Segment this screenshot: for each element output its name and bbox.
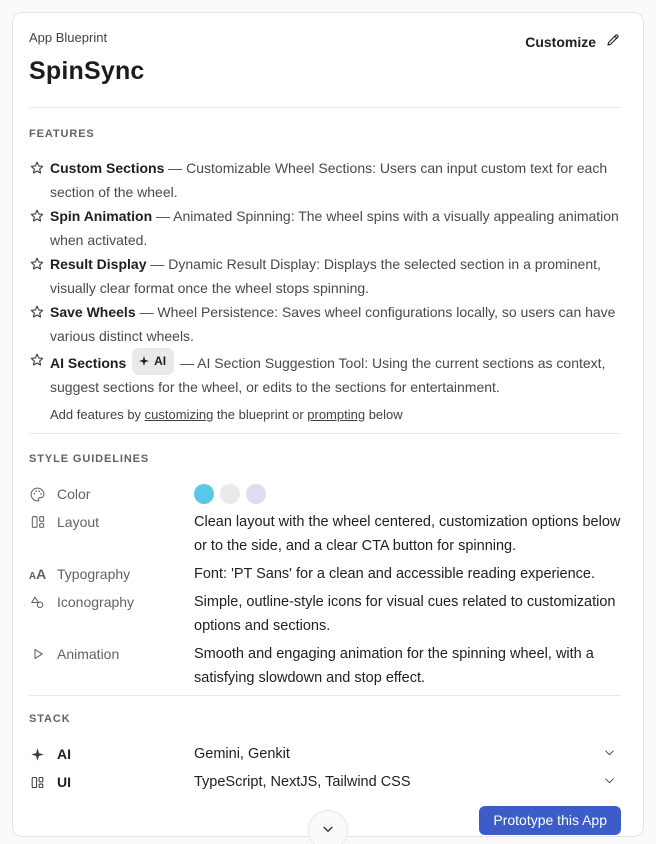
customizing-link[interactable]: customizing xyxy=(144,407,214,422)
star-icon xyxy=(29,300,50,325)
color-swatch-accent[interactable] xyxy=(246,484,266,504)
stack-ui-expand-button[interactable] xyxy=(598,771,621,793)
style-value-layout: Clean layout with the wheel centered, customization options below or to the side, and a clear CTA button for spinning. xyxy=(194,514,621,554)
style-label-iconography: Iconography xyxy=(57,594,135,610)
star-icon xyxy=(29,348,50,373)
feature-name: Save Wheels xyxy=(50,304,136,320)
play-icon xyxy=(29,646,46,662)
feature-text xyxy=(50,252,621,300)
sparkle-icon xyxy=(138,355,150,367)
color-swatch-primary[interactable] xyxy=(194,484,214,504)
feature-item xyxy=(29,156,621,204)
style-label-color: Color xyxy=(57,486,91,502)
card-header xyxy=(29,30,621,107)
feature-item xyxy=(29,252,621,300)
feature-description: — Dynamic Result Display: Displays the selected section in a prominent, visually clear format once the wheel stops spinning. xyxy=(50,256,601,296)
chevron-down-icon xyxy=(602,745,617,763)
pencil-icon xyxy=(605,32,621,51)
stack-value-ai: Gemini, Genkit xyxy=(194,746,290,762)
star-icon xyxy=(29,204,50,229)
chevron-down-icon xyxy=(320,821,336,840)
palette-icon xyxy=(29,486,46,503)
feature-list xyxy=(29,156,621,399)
style-label-animation: Animation xyxy=(57,646,120,662)
feature-text xyxy=(50,348,621,399)
features-section xyxy=(29,108,621,433)
app-blueprint-card xyxy=(12,12,644,837)
layout-icon xyxy=(29,514,46,530)
app-blueprint-label: App Blueprint xyxy=(29,30,108,45)
color-swatch-background[interactable] xyxy=(220,484,240,504)
feature-item xyxy=(29,204,621,252)
stack-heading: STACK xyxy=(29,713,71,725)
stack-value-ui: TypeScript, NextJS, Tailwind CSS xyxy=(194,774,411,790)
features-heading: FEATURES xyxy=(29,128,95,140)
style-row-typography xyxy=(29,562,621,586)
note-text: the blueprint or xyxy=(213,407,308,422)
feature-name: AI Sections xyxy=(50,355,127,371)
header-titles xyxy=(29,30,145,86)
chevron-down-icon xyxy=(602,773,617,791)
shapes-icon xyxy=(29,594,46,611)
typography-icon: A A xyxy=(28,565,47,582)
feature-item xyxy=(29,348,621,399)
style-value-typography: Font: 'PT Sans' for a clean and accessible reading experience. xyxy=(194,566,596,582)
stack-section xyxy=(29,696,621,794)
ai-badge-label: AI xyxy=(154,354,167,368)
feature-description: — Animated Spinning: The wheel spins with a visually appealing animation when activated. xyxy=(50,208,619,248)
color-swatches xyxy=(194,482,621,506)
stack-row-ai xyxy=(29,742,621,766)
feature-description: — Customizable Wheel Sections: Users can input custom text for each section of the wheel. xyxy=(50,160,608,200)
stack-label-ai: AI xyxy=(57,746,71,762)
star-icon xyxy=(29,156,50,181)
expand-blueprint-button[interactable] xyxy=(308,810,348,844)
feature-name: Custom Sections xyxy=(50,160,165,176)
style-guidelines-heading: STYLE GUIDELINES xyxy=(29,453,150,465)
customize-button[interactable] xyxy=(525,32,621,51)
ai-badge xyxy=(132,348,174,375)
note-text: Add features by xyxy=(50,407,145,422)
layout-icon xyxy=(29,775,46,790)
feature-text xyxy=(50,204,621,252)
feature-description: — Wheel Persistence: Saves wheel configurations locally, so users can have various distinct wheels. xyxy=(50,304,616,344)
style-guidelines-section xyxy=(29,434,621,695)
feature-text xyxy=(50,300,621,348)
feature-name: Result Display xyxy=(50,256,147,272)
customize-label: Customize xyxy=(525,33,596,50)
stack-ai-expand-button[interactable] xyxy=(598,743,621,765)
style-value-animation: Smooth and engaging animation for the spinning wheel, with a satisfying slowdown and stop effect. xyxy=(194,646,594,686)
note-text: below xyxy=(365,407,403,422)
prompting-link[interactable]: prompting xyxy=(307,407,366,422)
stack-label-ui: UI xyxy=(57,774,71,790)
style-label-layout: Layout xyxy=(57,514,100,530)
style-row-animation xyxy=(29,642,621,690)
features-note xyxy=(50,406,621,424)
feature-text xyxy=(50,156,621,204)
style-row-layout xyxy=(29,510,621,558)
app-title: SpinSync xyxy=(29,57,145,85)
style-label-typography: Typography xyxy=(57,566,131,582)
feature-description: — AI Section Suggestion Tool: Using the current sections as context, suggest sections for the wheel, or edits to the sections for entertainment. xyxy=(50,355,606,395)
style-row-iconography xyxy=(29,590,621,638)
prototype-this-app-button[interactable]: Prototype this App xyxy=(479,806,621,835)
sparkle-icon xyxy=(29,747,46,762)
style-row-color xyxy=(29,482,621,506)
style-value-iconography: Simple, outline-style icons for visual cues related to customization options and sections. xyxy=(194,594,616,634)
feature-item xyxy=(29,300,621,348)
stack-row-ui xyxy=(29,770,621,794)
feature-name: Spin Animation xyxy=(50,208,153,224)
star-icon xyxy=(29,252,50,277)
